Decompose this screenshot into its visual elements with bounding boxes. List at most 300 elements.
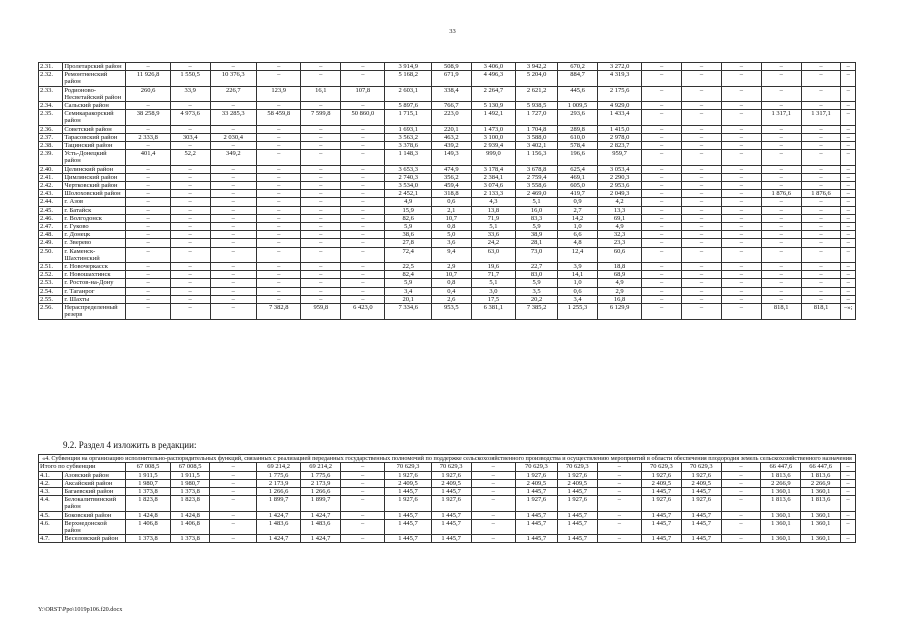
value-cell: 1 433,4 bbox=[597, 110, 641, 125]
value-cell: – bbox=[642, 71, 682, 86]
value-cell: 70 629,3 bbox=[681, 463, 721, 471]
value-cell: – bbox=[682, 239, 722, 247]
value-cell: – bbox=[721, 71, 761, 86]
table-row bbox=[39, 287, 856, 295]
value-cell: – bbox=[257, 190, 301, 198]
value-cell: 83,0 bbox=[516, 271, 558, 279]
value-cell: 1 813,6 bbox=[761, 496, 801, 511]
row-name: Усть-Донецкий район bbox=[63, 150, 126, 165]
value-cell: 70 629,3 bbox=[385, 463, 431, 471]
value-cell: – bbox=[801, 198, 841, 206]
value-cell: 3 914,9 bbox=[385, 63, 431, 71]
value-cell: 4,3 bbox=[471, 198, 515, 206]
value-cell: 2 030,4 bbox=[210, 133, 256, 141]
value-cell: – bbox=[126, 214, 170, 222]
value-cell: – bbox=[170, 271, 210, 279]
value-cell: 11 926,8 bbox=[126, 71, 170, 86]
value-cell: – bbox=[126, 271, 170, 279]
value-cell: – bbox=[761, 182, 801, 190]
value-cell: – bbox=[301, 165, 341, 173]
value-cell: 0,9 bbox=[558, 198, 598, 206]
value-cell: 1 445,7 bbox=[681, 535, 721, 543]
value-cell: 1 927,6 bbox=[681, 471, 721, 479]
total-row bbox=[39, 463, 856, 471]
value-cell: 1 927,6 bbox=[431, 471, 471, 479]
value-cell: 318,8 bbox=[431, 190, 471, 198]
value-cell: 459,4 bbox=[431, 182, 471, 190]
value-cell: – bbox=[642, 63, 682, 71]
value-cell: – bbox=[801, 206, 841, 214]
value-cell: 999,0 bbox=[471, 150, 515, 165]
value-cell: 3 402,1 bbox=[516, 142, 558, 150]
value-cell: 0,4 bbox=[431, 287, 471, 295]
value-cell: 3 406,0 bbox=[471, 63, 515, 71]
value-cell: – bbox=[721, 165, 761, 173]
value-cell: – bbox=[597, 471, 641, 479]
value-cell: – bbox=[170, 63, 210, 71]
value-cell: 2 264,7 bbox=[471, 86, 515, 101]
table-row bbox=[39, 214, 856, 222]
table-row bbox=[39, 182, 856, 190]
value-cell: – bbox=[841, 206, 856, 214]
row-number: 2.51. bbox=[39, 263, 63, 271]
value-cell: – bbox=[257, 182, 301, 190]
value-cell: 1 266,6 bbox=[256, 488, 300, 496]
value-cell: 2 759,4 bbox=[516, 173, 558, 181]
value-cell: 70 629,3 bbox=[557, 463, 597, 471]
value-cell: – bbox=[471, 519, 515, 534]
value-cell: – bbox=[841, 133, 856, 141]
table-row bbox=[39, 190, 856, 198]
value-cell: – bbox=[682, 287, 722, 295]
row-number: 2.50. bbox=[39, 247, 63, 262]
value-cell: – bbox=[841, 535, 856, 543]
value-cell: 610,0 bbox=[558, 133, 598, 141]
value-cell: – bbox=[761, 206, 801, 214]
value-cell: 196,6 bbox=[558, 150, 598, 165]
value-cell: 4,2 bbox=[597, 198, 641, 206]
value-cell: – bbox=[471, 496, 515, 511]
row-name: г. Гуково bbox=[63, 223, 126, 231]
value-cell: – bbox=[682, 142, 722, 150]
row-number: 4.7. bbox=[39, 535, 63, 543]
value-cell: 73,0 bbox=[516, 247, 558, 262]
value-cell: 1 148,3 bbox=[385, 150, 431, 165]
value-cell: – bbox=[257, 247, 301, 262]
value-cell: – bbox=[257, 142, 301, 150]
value-cell: – bbox=[642, 223, 682, 231]
value-cell: 1 445,7 bbox=[681, 519, 721, 534]
value-cell: – bbox=[761, 125, 801, 133]
value-cell: – bbox=[341, 63, 385, 71]
value-cell: 1 927,6 bbox=[557, 471, 597, 479]
value-cell: – bbox=[341, 519, 385, 534]
value-cell: – bbox=[126, 263, 170, 271]
value-cell: 66 447,6 bbox=[761, 463, 801, 471]
value-cell: 2 333,8 bbox=[126, 133, 170, 141]
table-row bbox=[39, 102, 856, 110]
value-cell: – bbox=[721, 511, 761, 519]
row-name: Советский район bbox=[63, 125, 126, 133]
value-cell: 303,4 bbox=[170, 133, 210, 141]
value-cell: 578,4 bbox=[558, 142, 598, 150]
value-cell: – bbox=[126, 247, 170, 262]
value-cell: 1 360,1 bbox=[761, 511, 801, 519]
value-cell: – bbox=[301, 142, 341, 150]
value-cell: 439,2 bbox=[431, 142, 471, 150]
value-cell: – bbox=[642, 198, 682, 206]
value-cell: 2 290,3 bbox=[597, 173, 641, 181]
value-cell: 1 445,7 bbox=[681, 488, 721, 496]
value-cell: 0,8 bbox=[431, 279, 471, 287]
value-cell: – bbox=[126, 165, 170, 173]
value-cell: 22,7 bbox=[516, 263, 558, 271]
value-cell: 2 266,9 bbox=[761, 479, 801, 487]
value-cell: – bbox=[257, 271, 301, 279]
value-cell: – bbox=[642, 125, 682, 133]
value-cell: – bbox=[801, 63, 841, 71]
value-cell: 1 899,7 bbox=[301, 496, 341, 511]
value-cell: – bbox=[597, 488, 641, 496]
value-cell: 3,0 bbox=[471, 287, 515, 295]
value-cell: 1 317,1 bbox=[761, 110, 801, 125]
value-cell: – bbox=[170, 231, 210, 239]
value-cell: 289,8 bbox=[558, 125, 598, 133]
row-number: 2.34. bbox=[39, 102, 63, 110]
value-cell: – bbox=[841, 190, 856, 198]
value-cell: 6 423,0 bbox=[341, 304, 385, 319]
value-cell: 1 445,7 bbox=[641, 519, 681, 534]
value-cell: 15,9 bbox=[385, 206, 431, 214]
value-cell: – bbox=[721, 271, 761, 279]
value-cell: 10,7 bbox=[431, 271, 471, 279]
value-cell: 2 939,4 bbox=[471, 142, 515, 150]
value-cell: – bbox=[301, 279, 341, 287]
value-cell: – bbox=[126, 295, 170, 303]
value-cell: – bbox=[841, 263, 856, 271]
value-cell: – bbox=[642, 110, 682, 125]
value-cell: – bbox=[721, 110, 761, 125]
row-name: Семикаракорский район bbox=[63, 110, 126, 125]
value-cell: – bbox=[721, 496, 761, 511]
value-cell: – bbox=[170, 198, 210, 206]
value-cell: – bbox=[341, 71, 385, 86]
row-name: г. Каменск-Шахтинский bbox=[63, 247, 126, 262]
value-cell: 220,1 bbox=[431, 125, 471, 133]
value-cell: 1 445,7 bbox=[557, 488, 597, 496]
value-cell: – bbox=[642, 165, 682, 173]
value-cell: 2 621,2 bbox=[516, 86, 558, 101]
value-cell: – bbox=[841, 463, 856, 471]
value-cell: – bbox=[801, 173, 841, 181]
value-cell: – bbox=[170, 287, 210, 295]
value-cell: – bbox=[210, 496, 256, 511]
value-cell: – bbox=[761, 63, 801, 71]
value-cell: 2 175,6 bbox=[597, 86, 641, 101]
value-cell: 1 360,1 bbox=[761, 488, 801, 496]
value-cell: – bbox=[126, 239, 170, 247]
value-cell: 1 360,1 bbox=[801, 519, 841, 534]
value-cell: 1 445,7 bbox=[515, 488, 557, 496]
value-cell: 1 445,7 bbox=[641, 488, 681, 496]
value-cell: 1 445,7 bbox=[431, 488, 471, 496]
value-cell: – bbox=[682, 173, 722, 181]
value-cell: 1 980,7 bbox=[126, 479, 170, 487]
value-cell: 226,7 bbox=[210, 86, 256, 101]
value-cell: 338,4 bbox=[431, 86, 471, 101]
value-cell: – bbox=[257, 125, 301, 133]
table-row bbox=[39, 295, 856, 303]
value-cell: – bbox=[126, 287, 170, 295]
value-cell: 5,1 bbox=[516, 198, 558, 206]
value-cell: – bbox=[170, 263, 210, 271]
value-cell: 72,4 bbox=[385, 247, 431, 262]
value-cell: – bbox=[210, 287, 256, 295]
value-cell: – bbox=[721, 295, 761, 303]
value-cell: – bbox=[721, 463, 761, 471]
value-cell: 13,3 bbox=[597, 206, 641, 214]
value-cell: – bbox=[801, 142, 841, 150]
row-name: Шолоховский район bbox=[63, 190, 126, 198]
value-cell: 2 953,6 bbox=[597, 182, 641, 190]
value-cell: – bbox=[841, 63, 856, 71]
value-cell: – bbox=[210, 142, 256, 150]
value-cell: – bbox=[801, 165, 841, 173]
value-cell: – bbox=[257, 63, 301, 71]
value-cell: – bbox=[170, 295, 210, 303]
value-cell: – bbox=[471, 471, 515, 479]
value-cell: – bbox=[841, 71, 856, 86]
value-cell: 149,3 bbox=[431, 150, 471, 165]
value-cell: – bbox=[801, 125, 841, 133]
row-name: Ремонтненский район bbox=[63, 71, 126, 86]
table-row bbox=[39, 279, 856, 287]
value-cell: – bbox=[721, 239, 761, 247]
value-cell: 2 469,0 bbox=[516, 190, 558, 198]
value-cell: – bbox=[642, 295, 682, 303]
row-name: г. Новочеркасск bbox=[63, 263, 126, 271]
value-cell: – bbox=[801, 86, 841, 101]
value-cell: – bbox=[761, 173, 801, 181]
value-cell: 2 133,3 bbox=[471, 190, 515, 198]
row-number: 2.43. bbox=[39, 190, 63, 198]
value-cell: 3,4 bbox=[385, 287, 431, 295]
value-cell: 9,4 bbox=[431, 247, 471, 262]
value-cell: 419,7 bbox=[558, 190, 598, 198]
value-cell: 1 424,8 bbox=[126, 511, 170, 519]
value-cell: – bbox=[210, 182, 256, 190]
value-cell: – bbox=[257, 239, 301, 247]
value-cell: 605,0 bbox=[558, 182, 598, 190]
value-cell: – bbox=[170, 190, 210, 198]
value-cell: 69 214,2 bbox=[301, 463, 341, 471]
value-cell: – bbox=[301, 125, 341, 133]
value-cell: – bbox=[642, 182, 682, 190]
value-cell: 2 173,9 bbox=[256, 479, 300, 487]
value-cell: 1 927,6 bbox=[641, 496, 681, 511]
value-cell: 670,2 bbox=[558, 63, 598, 71]
value-cell: 1 927,6 bbox=[385, 471, 431, 479]
value-cell: 38 258,9 bbox=[126, 110, 170, 125]
value-cell: – bbox=[301, 231, 341, 239]
value-cell: – bbox=[841, 496, 856, 511]
row-name: г. Ростов-на-Дону bbox=[63, 279, 126, 287]
row-name: Чертковский район bbox=[63, 182, 126, 190]
value-cell: – bbox=[761, 86, 801, 101]
value-cell: – bbox=[721, 102, 761, 110]
value-cell: 52,2 bbox=[170, 150, 210, 165]
value-cell: 1 445,7 bbox=[641, 535, 681, 543]
value-cell: – bbox=[801, 295, 841, 303]
table-row bbox=[39, 231, 856, 239]
value-cell: 1 550,5 bbox=[170, 71, 210, 86]
value-cell: – bbox=[170, 182, 210, 190]
value-cell: – bbox=[682, 71, 722, 86]
value-cell: 1 927,6 bbox=[515, 496, 557, 511]
value-cell: – bbox=[341, 125, 385, 133]
value-cell: – bbox=[721, 190, 761, 198]
value-cell: 1 704,8 bbox=[516, 125, 558, 133]
value-cell: 3 378,6 bbox=[385, 142, 431, 150]
value-cell: 1 980,7 bbox=[170, 479, 210, 487]
value-cell: 1 911,5 bbox=[170, 471, 210, 479]
value-cell: 67 008,5 bbox=[170, 463, 210, 471]
value-cell: 4 496,3 bbox=[471, 71, 515, 86]
table-row bbox=[39, 150, 856, 165]
value-cell: 5 168,2 bbox=[385, 71, 431, 86]
page-number: 33 bbox=[449, 28, 456, 35]
value-cell: – bbox=[170, 173, 210, 181]
table-caption-row bbox=[39, 455, 856, 463]
value-cell: – bbox=[597, 496, 641, 511]
value-cell: – bbox=[126, 125, 170, 133]
value-cell: 4,9 bbox=[385, 198, 431, 206]
value-cell: – bbox=[126, 182, 170, 190]
value-cell: – bbox=[642, 133, 682, 141]
value-cell: 2 409,5 bbox=[641, 479, 681, 487]
value-cell: 1 911,5 bbox=[126, 471, 170, 479]
value-cell: 1 445,7 bbox=[557, 535, 597, 543]
value-cell: – bbox=[341, 279, 385, 287]
value-cell: 3 178,4 bbox=[471, 165, 515, 173]
table-row bbox=[39, 133, 856, 141]
value-cell: 1 445,7 bbox=[681, 511, 721, 519]
value-cell: – bbox=[721, 287, 761, 295]
value-cell: – bbox=[210, 165, 256, 173]
value-cell: – bbox=[170, 279, 210, 287]
value-cell: – bbox=[341, 133, 385, 141]
value-cell: – bbox=[721, 479, 761, 487]
value-cell: – bbox=[642, 173, 682, 181]
value-cell: – bbox=[341, 150, 385, 165]
table-row bbox=[39, 239, 856, 247]
row-number: 2.53. bbox=[39, 279, 63, 287]
subsidy-table-section-4 bbox=[38, 454, 856, 543]
value-cell: – bbox=[682, 133, 722, 141]
value-cell: – bbox=[210, 214, 256, 222]
value-cell: 469,1 bbox=[558, 173, 598, 181]
value-cell: – bbox=[841, 86, 856, 101]
value-cell: 58 459,8 bbox=[257, 110, 301, 125]
value-cell: – bbox=[301, 271, 341, 279]
value-cell: 5 130,9 bbox=[471, 102, 515, 110]
value-cell: – bbox=[126, 63, 170, 71]
value-cell: 16,1 bbox=[301, 86, 341, 101]
value-cell: 3 074,6 bbox=[471, 182, 515, 190]
value-cell: 5,9 bbox=[385, 279, 431, 287]
value-cell: – bbox=[841, 471, 856, 479]
value-cell: – bbox=[642, 287, 682, 295]
value-cell: – bbox=[341, 231, 385, 239]
value-cell: 14,1 bbox=[558, 271, 598, 279]
row-name: г. Новошахтинск bbox=[63, 271, 126, 279]
value-cell: – bbox=[721, 142, 761, 150]
value-cell: 33,6 bbox=[471, 231, 515, 239]
row-number: 2.56. bbox=[39, 304, 63, 319]
value-cell: – bbox=[841, 150, 856, 165]
value-cell: – bbox=[841, 488, 856, 496]
row-name: г. Донецк bbox=[63, 231, 126, 239]
row-number: 2.45. bbox=[39, 206, 63, 214]
value-cell: – bbox=[341, 479, 385, 487]
value-cell: 1 445,7 bbox=[431, 535, 471, 543]
value-cell: 7 334,6 bbox=[385, 304, 431, 319]
value-cell: 5 204,0 bbox=[516, 71, 558, 86]
table-row bbox=[39, 165, 856, 173]
value-cell: 83,3 bbox=[516, 214, 558, 222]
value-cell: – bbox=[801, 279, 841, 287]
value-cell: 1 927,6 bbox=[385, 496, 431, 511]
value-cell: – bbox=[642, 206, 682, 214]
value-cell: – bbox=[341, 214, 385, 222]
value-cell: – bbox=[841, 198, 856, 206]
value-cell: – bbox=[341, 173, 385, 181]
value-cell: 349,2 bbox=[210, 150, 256, 165]
value-cell: – bbox=[257, 102, 301, 110]
value-cell: – bbox=[682, 182, 722, 190]
row-name: Цимлянский район bbox=[63, 173, 126, 181]
value-cell: 959,7 bbox=[597, 150, 641, 165]
row-number: 2.41. bbox=[39, 173, 63, 181]
value-cell: – bbox=[257, 263, 301, 271]
row-number: 4.6. bbox=[39, 519, 63, 534]
table-row bbox=[39, 71, 856, 86]
value-cell: – bbox=[341, 247, 385, 262]
table-row bbox=[39, 125, 856, 133]
table-row bbox=[39, 271, 856, 279]
row-name: Тарасовский район bbox=[63, 133, 126, 141]
value-cell: – bbox=[682, 223, 722, 231]
value-cell: 1 727,0 bbox=[516, 110, 558, 125]
value-cell: – bbox=[341, 102, 385, 110]
value-cell: – bbox=[210, 295, 256, 303]
total-label: Итого по субвенции bbox=[39, 463, 126, 471]
value-cell: – bbox=[642, 247, 682, 262]
value-cell: – bbox=[841, 165, 856, 173]
value-cell: 68,9 bbox=[597, 271, 641, 279]
value-cell: 1 424,8 bbox=[170, 511, 210, 519]
value-cell: 671,9 bbox=[431, 71, 471, 86]
value-cell: – bbox=[341, 263, 385, 271]
value-cell: 4 319,3 bbox=[597, 71, 641, 86]
value-cell: 67 008,5 bbox=[126, 463, 170, 471]
value-cell: – bbox=[301, 287, 341, 295]
value-cell: – bbox=[841, 279, 856, 287]
value-cell: 17,5 bbox=[471, 295, 515, 303]
value-cell: – bbox=[301, 214, 341, 222]
table-row bbox=[39, 479, 856, 487]
value-cell: – bbox=[301, 247, 341, 262]
